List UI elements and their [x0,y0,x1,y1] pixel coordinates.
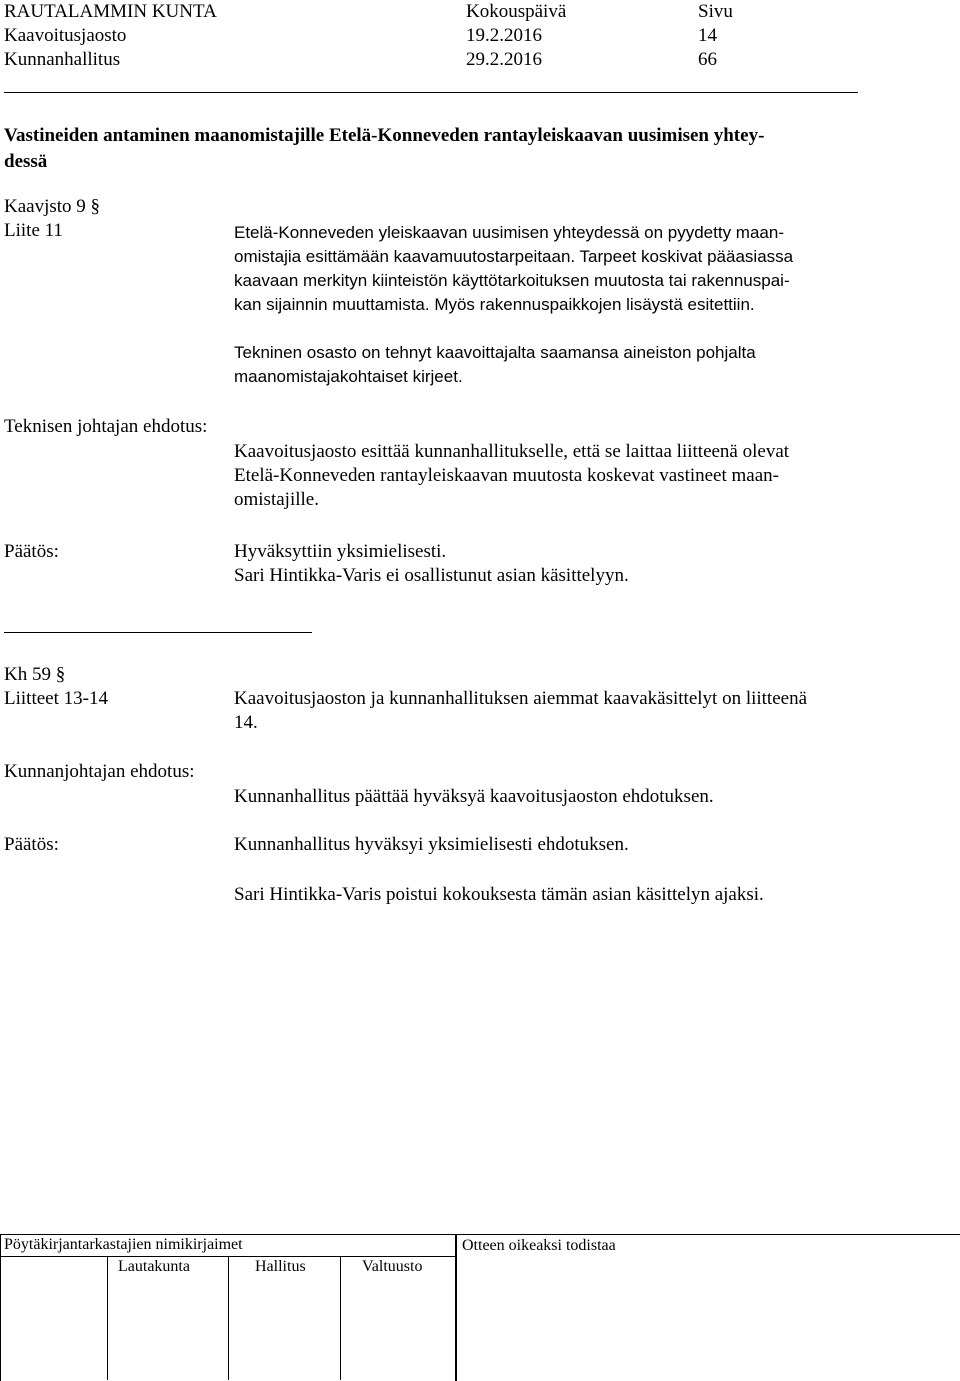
certification-box [455,1234,960,1381]
section-divider [4,632,312,633]
intro-text [234,687,894,735]
text-line: omistajille. [234,489,319,510]
text-line: Kaavoitusjaosto esittää kunnanhallitukselle, että se laittaa liitteenä olevat [234,441,790,462]
signer-column-label: Lautakunta [118,1258,190,1275]
text-line: maanomistajakohtaiset kirjeet. [234,367,463,386]
body-name: Kaavoitusjaosto [4,25,127,46]
text-line: Sari Hintikka-Varis poistui kokouksesta tämän asian käsittelyn ajaksi. [234,884,764,905]
decision-text [234,833,894,857]
decision-label: Päätös: [4,541,59,562]
title-line: dessä [4,151,48,172]
decision-label: Päätös: [4,834,59,855]
text-line: Kaavoitusjaoston ja kunnanhallituksen aiemmat kaavakäsittelyt on liitteenä [234,688,808,709]
page-title [4,123,874,175]
text-line: Kunnanhallitus hyväksyi yksimielisesti ehdotuksen. [234,834,629,855]
text-line: kan sijainnin muuttamista. Myös rakennuspaikkojen lisäystä esitettiin. [234,295,755,314]
text-line: Kunnanhallitus päättää hyväksyä kaavoitusjaoston ehdotuksen. [234,786,714,807]
title-line: Vastineiden antaminen maanomistajille Etelä-Konneveden rantayleiskaavan uusimisen yhtey- [4,125,765,146]
page-number: 66 [698,49,717,70]
text-line: Etelä-Konneveden yleiskaavan uusimisen yhteydessä on pyydetty maan- [234,223,784,242]
attachment-reference: Liitteet 13-14 [4,688,108,709]
text-line: Tekninen osasto on tehnyt kaavoittajalta saamansa aineiston pohjalta [234,343,756,362]
footer-divider [340,1256,341,1380]
section-reference: Kaavjsto 9 § [4,196,101,217]
proposal-text [234,440,894,512]
proposal-label: Kunnanjohtajan ehdotus: [4,761,195,782]
page-label: Sivu [698,1,733,22]
page-number: 14 [698,25,717,46]
footer-divider [228,1256,229,1380]
signers-label: Pöytäkirjantarkastajien nimikirjaimet [4,1236,243,1253]
signer-column-label: Hallitus [255,1258,306,1275]
proposal-label: Teknisen johtajan ehdotus: [4,416,208,437]
attachment-reference: Liite 11 [4,220,63,241]
text-line: 14. [234,712,258,733]
text-line: Hyväksyttiin yksimielisesti. [234,541,447,562]
text-line: Sari Hintikka-Varis ei osallistunut asian käsittelyyn. [234,565,629,586]
footer-divider [107,1256,108,1380]
proposal-text [234,785,894,809]
text-line: kaavaan merkityn kiinteistön käyttötarkoituksen muutosta tai rakennuspai- [234,271,790,290]
decision-text [234,540,894,588]
meeting-date: 29.2.2016 [466,49,542,70]
municipality-name: RAUTALAMMIN KUNTA [4,1,217,22]
note-text [234,883,894,907]
meeting-date: 19.2.2016 [466,25,542,46]
header-rule [4,92,858,93]
meeting-date-label: Kokouspäivä [466,1,567,22]
text-line: omistajia esittämään kaavamuutostarpeitaan. Tarpeet koskivat pääasiassa [234,247,794,266]
background-paragraph [234,221,894,389]
text-line: Etelä-Konneveden rantayleiskaavan muutosta koskevat vastineet maan- [234,465,779,486]
certified-label: Otteen oikeaksi todistaa [462,1237,616,1254]
body-name: Kunnanhallitus [4,49,121,70]
section-reference: Kh 59 § [4,664,66,685]
signer-column-label: Valtuusto [362,1258,423,1275]
